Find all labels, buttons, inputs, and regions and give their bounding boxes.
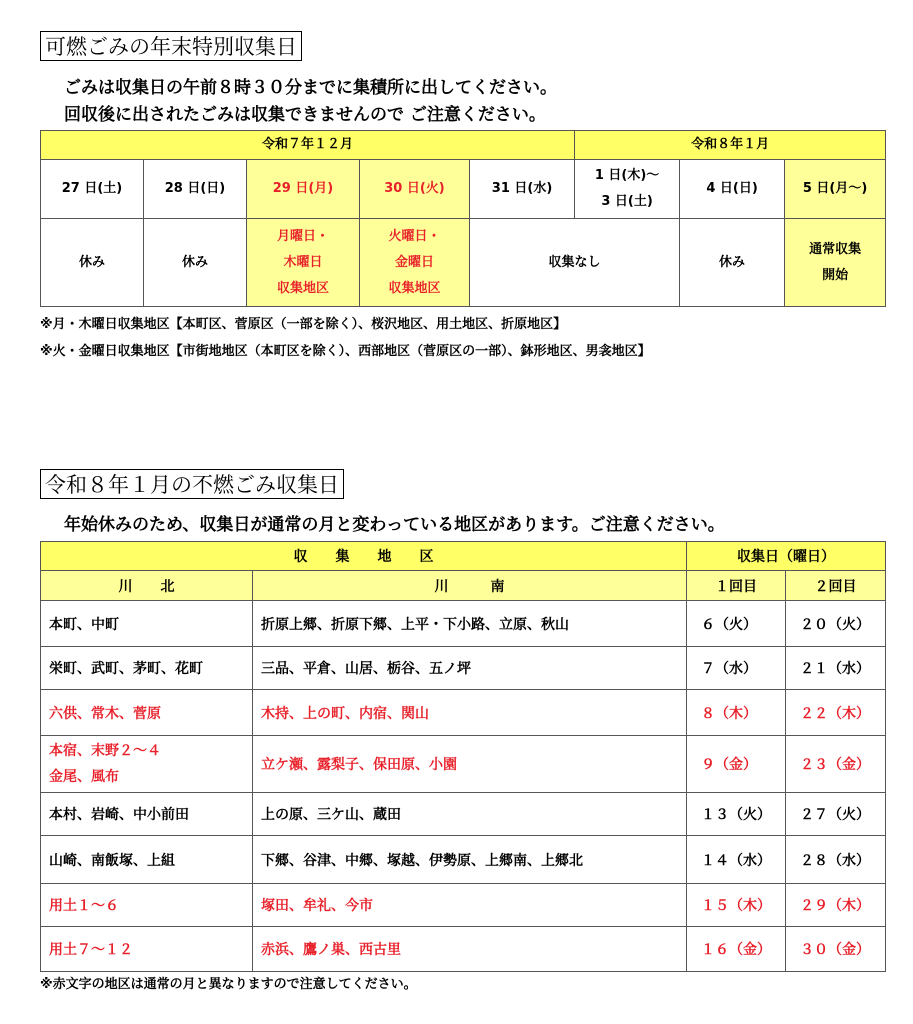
north-district-line: 用土７～１２ [49,942,133,958]
section1-note-2: ※火・金曜日収集地区【市街地地区（本町区を除く）、西部地区（菅原区の一部）、鉢形地区、男衾地区】 [40,344,651,359]
second-date: ２８（水） [786,836,886,884]
second-date: ２３（金） [786,736,886,793]
status-29-line-3: 収集地区 [276,280,329,296]
table-row [41,884,886,927]
table-row [41,927,886,972]
north-district [41,927,253,972]
north-district-line: 山崎、南飯塚、上組 [49,852,175,869]
section2-note: ※赤文字の地区は通常の月と異なりますので注意してください。 [40,977,417,992]
date-5: 5 日(月～) [785,160,886,219]
second-date: ３０（金） [786,927,886,972]
table-row [41,690,886,736]
north-district-line: 本町、中町 [49,616,119,633]
subheader-second: ２回目 [786,571,886,601]
north-district-line: 金尾、風布 [49,769,119,785]
first-date: ８（木） [687,690,786,736]
north-district [41,836,253,884]
first-date: １５（木） [687,884,786,927]
status-31-3: 収集なし [470,219,680,307]
section1-intro-line-1: ごみは収集日の午前８時３０分までに集積所に出してください。 [64,78,557,98]
section2-intro: 年始休みのため、収集日が通常の月と変わっている地区があります。ご注意ください。 [64,515,725,535]
subheader-north: 川 北 [41,571,253,601]
nonburnable-collection-table [40,541,886,972]
north-district [41,793,253,836]
south-district: 塚田、牟礼、今市 [253,884,687,927]
status-5-line-1: 通常収集 [809,241,862,257]
north-district [41,601,253,647]
south-district: 木持、上の町、内宿、関山 [253,690,687,736]
status-29-line-1: 月曜日・ [276,228,329,244]
north-district [41,690,253,736]
date-1-3-line-2: 3 日(土) [601,194,653,209]
date-1-3 [575,160,680,219]
status-29-line-2: 木曜日 [283,254,323,270]
header-dec-2025: 令和７年１２月 [41,131,575,160]
subheader-south: 川 南 [253,571,687,601]
north-district-line: 栄町、武町、茅町、花町 [49,661,203,677]
first-date: １６（金） [687,927,786,972]
header-collection-area: 収 集 地 区 [41,542,687,571]
south-district: 折原上郷、折原下郷、上平・下小路、立原、秋山 [253,601,687,647]
north-district-line: 用土１～６ [49,898,119,914]
date-27: 27 日(土) [41,160,144,219]
status-4: 休み [680,219,785,307]
north-district-line: 六供、常木、菅原 [49,705,161,722]
status-30-line-3: 収集地区 [388,280,441,296]
first-date: ６（火） [687,601,786,647]
status-30-line-1: 火曜日・ [388,228,441,244]
south-district: 赤浜、鷹ノ巣、西古里 [253,927,687,972]
table-row [41,647,886,690]
header-jan-2026: 令和８年１月 [575,131,886,160]
date-4: 4 日(日) [680,160,785,219]
section2-title: 令和８年１月の不燃ごみ収集日 [40,469,344,499]
section1-title: 可燃ごみの年末特別収集日 [40,31,302,61]
first-date: １４（水） [687,836,786,884]
second-date: ２１（水） [786,647,886,690]
first-date: ７（水） [687,647,786,690]
second-date: ２７（火） [786,793,886,836]
header-collection-date: 収集日（曜日） [687,542,886,571]
status-5-line-2: 開始 [822,267,849,283]
north-district [41,884,253,927]
table-row [41,736,886,793]
status-30-line-2: 金曜日 [394,254,434,270]
date-28: 28 日(日) [144,160,247,219]
date-29: 29 日(月) [247,160,360,219]
status-5 [785,219,886,307]
status-27: 休み [41,219,144,307]
table-row [41,601,886,647]
north-district [41,647,253,690]
status-29 [247,219,360,307]
subheader-first: １回目 [687,571,786,601]
north-district-line: 本村、岩崎、中小前田 [49,807,189,823]
second-date: ２９（木） [786,884,886,927]
year-end-collection-table [40,130,886,307]
south-district: 立ケ瀬、露梨子、保田原、小園 [253,736,687,793]
status-30 [360,219,470,307]
table-row [41,793,886,836]
date-30: 30 日(火) [360,160,470,219]
section1-intro-line-2: 回収後に出されたごみは収集できませんので ご注意ください。 [64,105,546,125]
first-date: ９（金） [687,736,786,793]
south-district: 上の原、三ケ山、蔵田 [253,793,687,836]
section1-note-1: ※月・木曜日収集地区【本町区、菅原区（一部を除く）、桜沢地区、用土地区、折原地区】 [40,317,567,332]
date-1-3-line-1: 1 日(木)～ [594,168,660,183]
second-date: ２０（火） [786,601,886,647]
south-district: 下郷、谷津、中郷、塚越、伊勢原、上郷南、上郷北 [253,836,687,884]
south-district: 三品、平倉、山居、栃谷、五ノ坪 [253,647,687,690]
table-row [41,836,886,884]
status-28: 休み [144,219,247,307]
north-district-line: 本宿、末野２～４ [49,743,161,759]
second-date: ２２（木） [786,690,886,736]
date-31: 31 日(水) [470,160,575,219]
first-date: １３（火） [687,793,786,836]
north-district [41,736,253,793]
